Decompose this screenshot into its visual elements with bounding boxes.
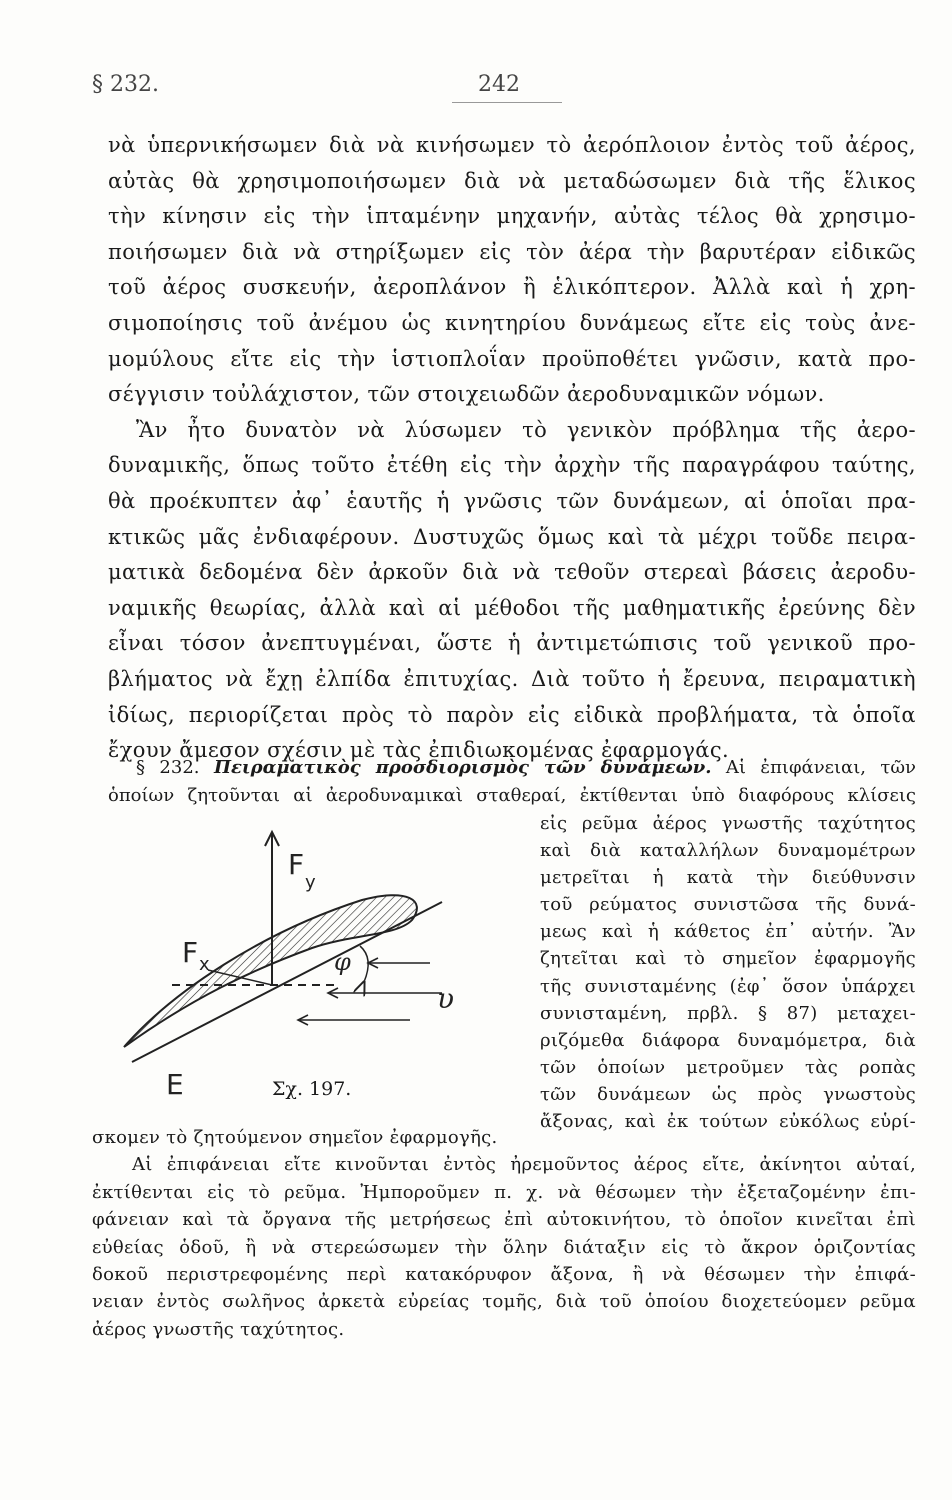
text-line: θὰ προέκυπτεν ἀφ᾽ ἑαυτῆς ἡ γνῶσις τῶν δυνάμεων, αἱ ὁποῖαι πρα- (108, 488, 916, 513)
text-line: ναμικῆς θεωρίας, ἀλλὰ καὶ αἱ μέθοδοι τῆς μαθηματικῆς ἐρεύνης δὲν (108, 595, 916, 620)
angle-arc (360, 946, 368, 982)
figure-caption: Σχ. 197. (272, 1078, 352, 1100)
page-number: 242 (478, 72, 520, 97)
e-label: E (166, 1068, 184, 1101)
airfoil-figure (112, 822, 452, 1107)
section-number-header: § 232. (92, 72, 159, 97)
text-line: μομύλους εἴτε εἰς τὴν ἱστιοπλοΐαν προϋποθέτει γνῶσιν, κατὰ προ- (108, 346, 916, 371)
text-line: νὰ ὑπερνικήσωμεν διὰ νὰ κινήσωμεν τὸ ἀερόπλοιον ἐντὸς τοῦ ἀέρος, (108, 133, 916, 157)
text-line: ζητεῖται καὶ τὸ σημεῖον ἐφαρμογῆς (540, 948, 916, 970)
fy-subscript: y (305, 872, 316, 893)
section-number: § 232. (136, 757, 200, 778)
text-line: Ἂν ἦτο δυνατὸν νὰ λύσωμεν τὸ γενικὸν πρόβλημα τῆς ἀερο- (136, 417, 916, 442)
text-line: ἔχουν ἄμεσον σχέσιν μὲ τὰς ἐπιδιωκομένας ἐφαρμογάς. (108, 738, 730, 763)
text-line: ἐκτίθενται εἰς τὸ ρεῦμα. Ἠμποροῦμεν π. χ. νὰ θέσωμεν τὴν ἐξεταζομένην ἐπι- (92, 1181, 916, 1203)
text-line: τῆς συνισταμένης (ἐφ᾽ ὅσον ὑπάρχει (540, 975, 916, 997)
text-line: μετρεῖται ἡ κατὰ τὴν διεύθυνσιν (540, 867, 916, 889)
text-line: τοῦ ἀέρος συσκευήν, ἀεροπλάνον ἢ ἑλικόπτερον. Ἀλλὰ καὶ ἡ χρη- (108, 275, 916, 300)
text-line: τὴν κίνησιν εἰς τὴν ἱπταμένην μηχανήν, αὐτὰς τέλος θὰ χρησιμο- (108, 204, 916, 229)
text-line: κτικῶς μᾶς ἐνδιαφέρουν. Δυστυχῶς ὅμως καὶ τὰ μέχρι τοῦδε πειρα- (108, 524, 916, 549)
text-line: σιμοποίησις τοῦ ἀνέμου ὡς κινητηρίου δυνάμεως εἴτε εἰς τοὺς ἀνε- (108, 310, 916, 335)
text-line: σκομεν τὸ ζητούμενον σημεῖον ἐφαρμογῆς. (92, 1127, 498, 1148)
text-line: εὐθείας ὁδοῦ, ἢ νὰ στερεώσωμεν τὴν ὅλην διάταξιν εἰς τὸ ἄκρον ὁριζοντίας (92, 1236, 916, 1258)
text-line: βλήματος νὰ ἔχῃ ἐλπίδα ἐπιτυχίας. Διὰ τοῦτο ἡ ἔρευνα, πειραματικὴ (108, 666, 916, 691)
text-line: ποιήσωμεν διὰ νὰ στηρίξωμεν εἰς τὸν ἀέρα τὴν βαρυτέραν εἰδικῶς (108, 239, 916, 264)
section-heading-line (108, 754, 916, 782)
text-line: ριζόμεθα διάφορα δυναμόμετρα, διὰ (540, 1029, 916, 1051)
text-line: ἄξονας, καὶ ἐκ τούτων εὐκόλως εὑρί- (540, 1111, 916, 1133)
text-line: φάνειαν καὶ τὰ ὄργανα τῆς μετρήσεως ἐπὶ αὐτοκινήτου, τὸ ὁποῖον κινεῖται ἐπὶ (92, 1209, 916, 1231)
main-text (108, 128, 916, 769)
text-line: αὐτὰς θὰ χρησιμοποιήσωμεν διὰ νὰ μεταδώσωμεν διὰ τῆς ἕλικος (108, 168, 916, 193)
fx-subscript: x (199, 954, 210, 975)
bottom-text (92, 1124, 916, 1343)
text-line: νειαν ἐντὸς σωλῆνος ἀρκετὰ εὐρείας τομῆς, διὰ τοῦ ὁποίου διοχετεύομεν ρεῦμα (92, 1291, 916, 1313)
text-line: εἶναι τόσον ἀνεπτυγμέναι, ὥστε ἡ ἀντιμετώπισις τοῦ γενικοῦ προ- (108, 631, 916, 656)
airfoil-shape (124, 895, 417, 1047)
text-line: σέγγισιν τοὐλάχιστον, τῶν στοιχειωδῶν ἀεροδυναμικῶν νόμων. (108, 382, 825, 407)
section-heading-rest: Αἱ ἐπιφάνειαι, τῶν (725, 757, 916, 778)
section-heading-block (108, 754, 916, 810)
text-line: τοῦ ρεύματος συνιστῶσα τῆς δυνά- (540, 894, 916, 916)
text-line: καὶ διὰ καταλλήλων δυναμομέτρων (540, 840, 916, 862)
fy-label: F (288, 848, 305, 881)
velocity-label: υ (436, 982, 454, 1015)
text-line: ὁποίων ζητοῦνται αἱ ἀεροδυναμικαὶ σταθεραί, ἐκτίθενται ὑπὸ διαφόρους κλίσεις (108, 785, 916, 806)
fx-label: F (182, 936, 199, 969)
text-line: συνισταμένη, πρβλ. § 87) μεταχει- (540, 1002, 916, 1024)
text-line: ἰδίως, περιορίζεται πρὸς τὸ παρὸν εἰς εἰδικὰ προβλήματα, τὰ ὁποῖα (108, 702, 916, 727)
text-line: τῶν δυνάμεων ὡς πρὸς γνωστοὺς (540, 1083, 916, 1105)
header-rule (452, 102, 562, 103)
text-line: μεως καὶ ἡ κάθετος ἐπ᾽ αὐτήν. Ἂν (540, 921, 916, 943)
figure-drawing (112, 822, 452, 1107)
text-line: δυναμικῆς, ὅπως τοῦτο ἐτέθη εἰς τὴν ἀρχὴν τῆς παραγράφου ταύτης, (108, 453, 916, 478)
right-column-text (540, 810, 916, 1135)
text-line: δοκοῦ περιστρεφομένης περὶ κατακόρυφον ἄξονα, ἢ νὰ θέσωμεν τὴν ἐπιφά- (92, 1264, 916, 1286)
text-line: ἀέρος γνωστῆς ταχύτητος. (92, 1318, 345, 1340)
text-line: Αἱ ἐπιφάνειαι εἴτε κινοῦνται ἐντὸς ἠρεμοῦντος ἀέρος εἴτε, ἀκίνητοι αὐταί, (132, 1154, 916, 1176)
section-title: Πειραματικὸς προσδιορισμὸς τῶν δυνάμεων. (213, 757, 712, 778)
phi-label: φ (334, 948, 351, 976)
text-line: εἰς ρεῦμα ἀέρος γνωστῆς ταχύτητος (540, 813, 916, 834)
text-line: ματικὰ δεδομένα δὲν ἀρκοῦν διὰ νὰ τεθοῦν στερεαὶ βάσεις ἀεροδυ- (108, 560, 916, 585)
text-line: τῶν ὁποίων μετροῦμεν τὰς ροπὰς (540, 1056, 916, 1078)
